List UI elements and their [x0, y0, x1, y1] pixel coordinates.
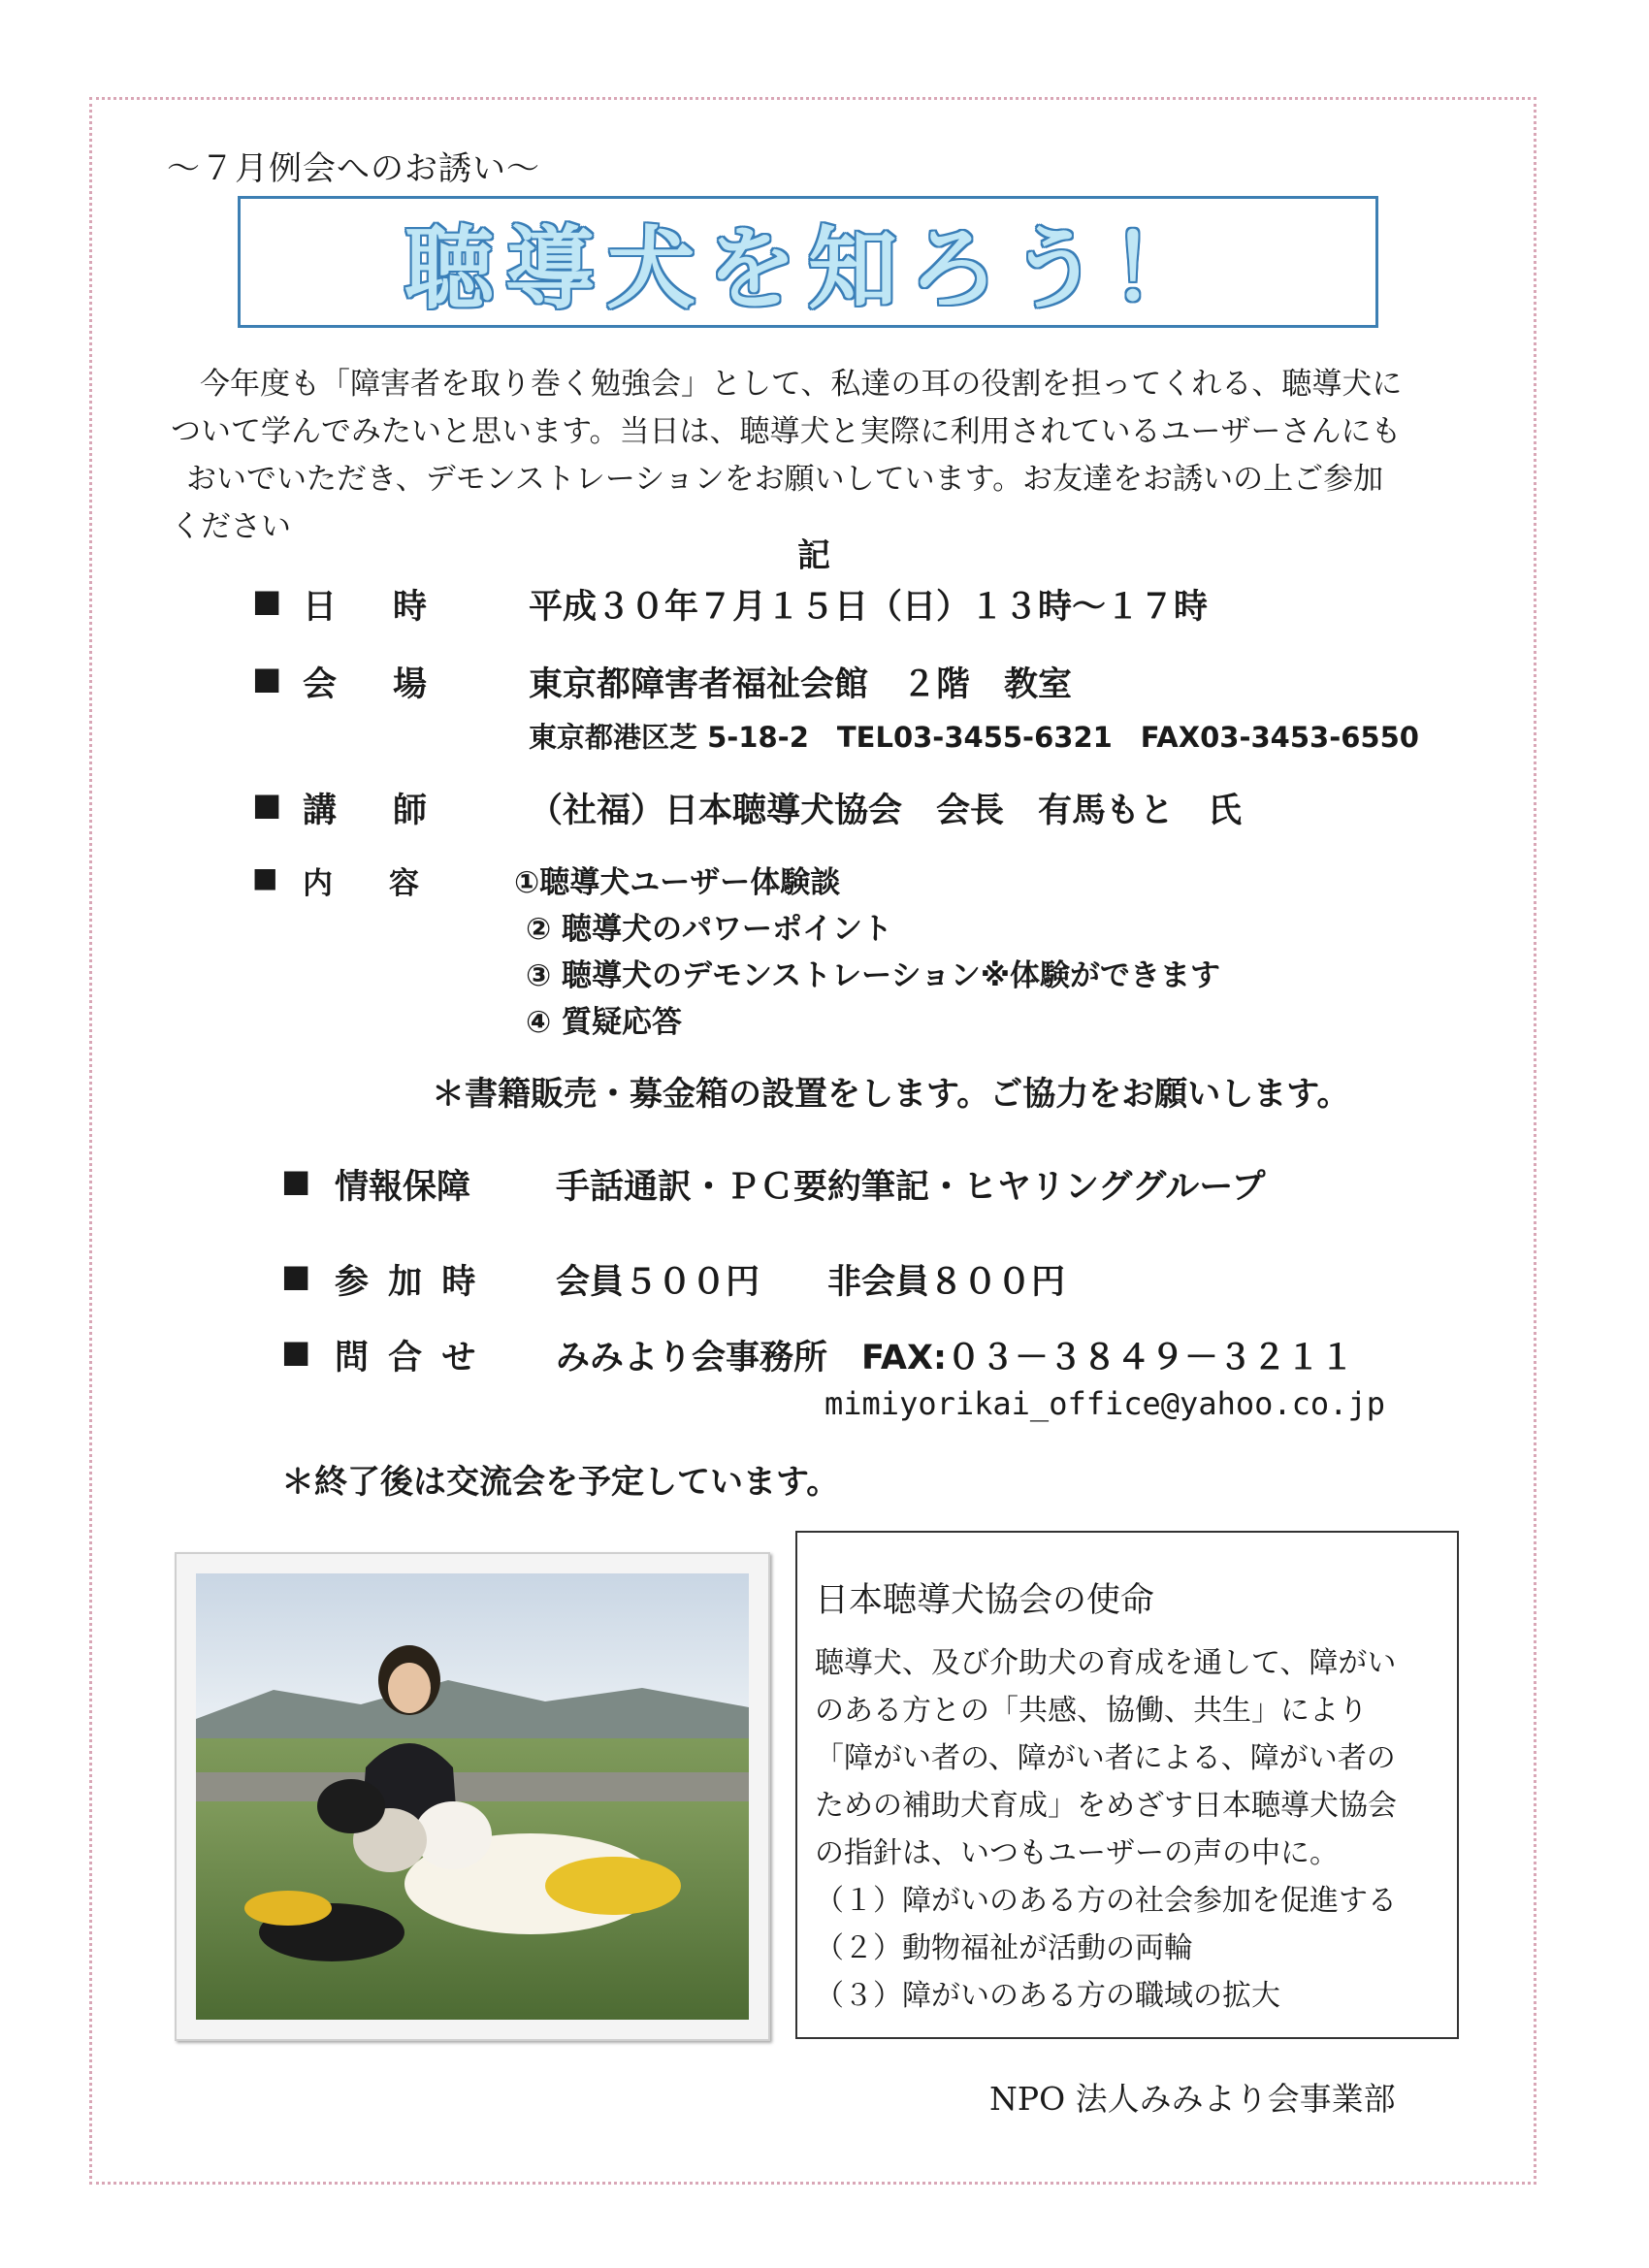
mission-line: 「障がい者の、障がい者による、障がい者の: [815, 1741, 1396, 1775]
content-item: ④ 質疑応答: [526, 1005, 683, 1040]
invite-heading: ～７月例会へのお誘い～: [167, 149, 540, 188]
bullet-icon: ■: [281, 1257, 311, 1294]
intro-paragraph: [171, 361, 1461, 551]
mission-box: [795, 1531, 1459, 2039]
intro-line: 今年度も「障害者を取り巻く勉強会」として、私達の耳の役割を担ってくれる、聴導犬に: [200, 367, 1403, 402]
venue-label: 会場: [303, 665, 484, 704]
lecturer-label: 講師: [303, 792, 484, 830]
contact-value: みみより会事務所 FAX:０３－３８４９－３２１１: [556, 1339, 1354, 1377]
intro-line: おいでいただき、デモンストレーションをお願いしています。お友達をお誘いの上ご参加: [186, 462, 1384, 497]
mission-line: ための補助犬育成」をめざす日本聴導犬協会: [815, 1789, 1397, 1823]
bullet-icon: ■: [281, 1333, 311, 1370]
bullet-icon: ■: [252, 786, 282, 823]
photo-hearing-dogs: [175, 1552, 770, 2041]
intro-line: ください: [171, 509, 291, 544]
content-item: ③ 聴導犬のデモンストレーション※体験ができます: [526, 958, 1221, 993]
photo-illustration: [196, 1573, 749, 2020]
bullet-icon: ■: [252, 861, 278, 893]
bullet-icon: ■: [252, 660, 282, 697]
contact-label: 問 合 せ: [335, 1339, 480, 1377]
date-label: 日時: [303, 588, 484, 627]
bullet-icon: ■: [252, 582, 282, 619]
book-sale-note: ＊書籍販売・募金箱の設置をします。ご協力をお願いします。: [432, 1075, 1350, 1114]
content-item: ①聴導犬ユーザー体験談: [514, 865, 841, 900]
bullet-icon: ■: [281, 1162, 311, 1199]
mission-line: （２）動物福祉が活動の両輪: [815, 1931, 1193, 1965]
intro-line: ついて学んでみたいと思います。当日は、聴導犬と実際に利用されているユーザーさんにも: [171, 414, 1402, 449]
mission-line: の指針は、いつもユーザーの声の中に。: [815, 1836, 1339, 1870]
mission-line: （３）障がいのある方の職域の拡大: [815, 1979, 1280, 2013]
mission-body: [815, 1639, 1397, 2020]
support-label: 情報保障: [335, 1168, 471, 1207]
content-item: ② 聴導犬のパワーポイント: [526, 912, 893, 947]
after-party-note: ＊終了後は交流会を予定しています。: [281, 1463, 840, 1502]
support-value: 手話通訳・ＰＣ要約筆記・ヒヤリンググループ: [556, 1168, 1266, 1207]
organization-name: NPO 法人みみより会事業部: [989, 2080, 1396, 2118]
fee-label: 参 加 時: [335, 1263, 480, 1302]
mission-line: （１）障がいのある方の社会参加を促進する: [815, 1884, 1397, 1918]
fee-value: 会員５００円 非会員８００円: [556, 1263, 1066, 1302]
venue-address: 東京都港区芝 5-18-2 TEL03-3455-6321 FAX03-3453-6550: [529, 721, 1419, 754]
content-label: 内容: [303, 866, 475, 901]
ki-heading: 記: [797, 536, 830, 575]
mission-title: 日本聴導犬協会の使命: [815, 1581, 1155, 1620]
page-title: 聴導犬を知ろう！: [404, 216, 1212, 321]
mission-line: 聴導犬、及び介助犬の育成を通して、障がい: [815, 1646, 1397, 1680]
mission-line: のある方との「共感、協働、共生」により: [815, 1694, 1368, 1728]
venue-value: 東京都障害者福祉会館 ２階 教室: [529, 665, 1073, 704]
contact-email: mimiyorikai_office@yahoo.co.jp: [824, 1385, 1385, 1422]
title-box: [238, 196, 1378, 328]
lecturer-value: （社福）日本聴導犬協会 会長 有馬もと 氏: [529, 792, 1243, 830]
date-value: 平成３０年７月１５日（日）１３時～１７時: [529, 588, 1209, 627]
